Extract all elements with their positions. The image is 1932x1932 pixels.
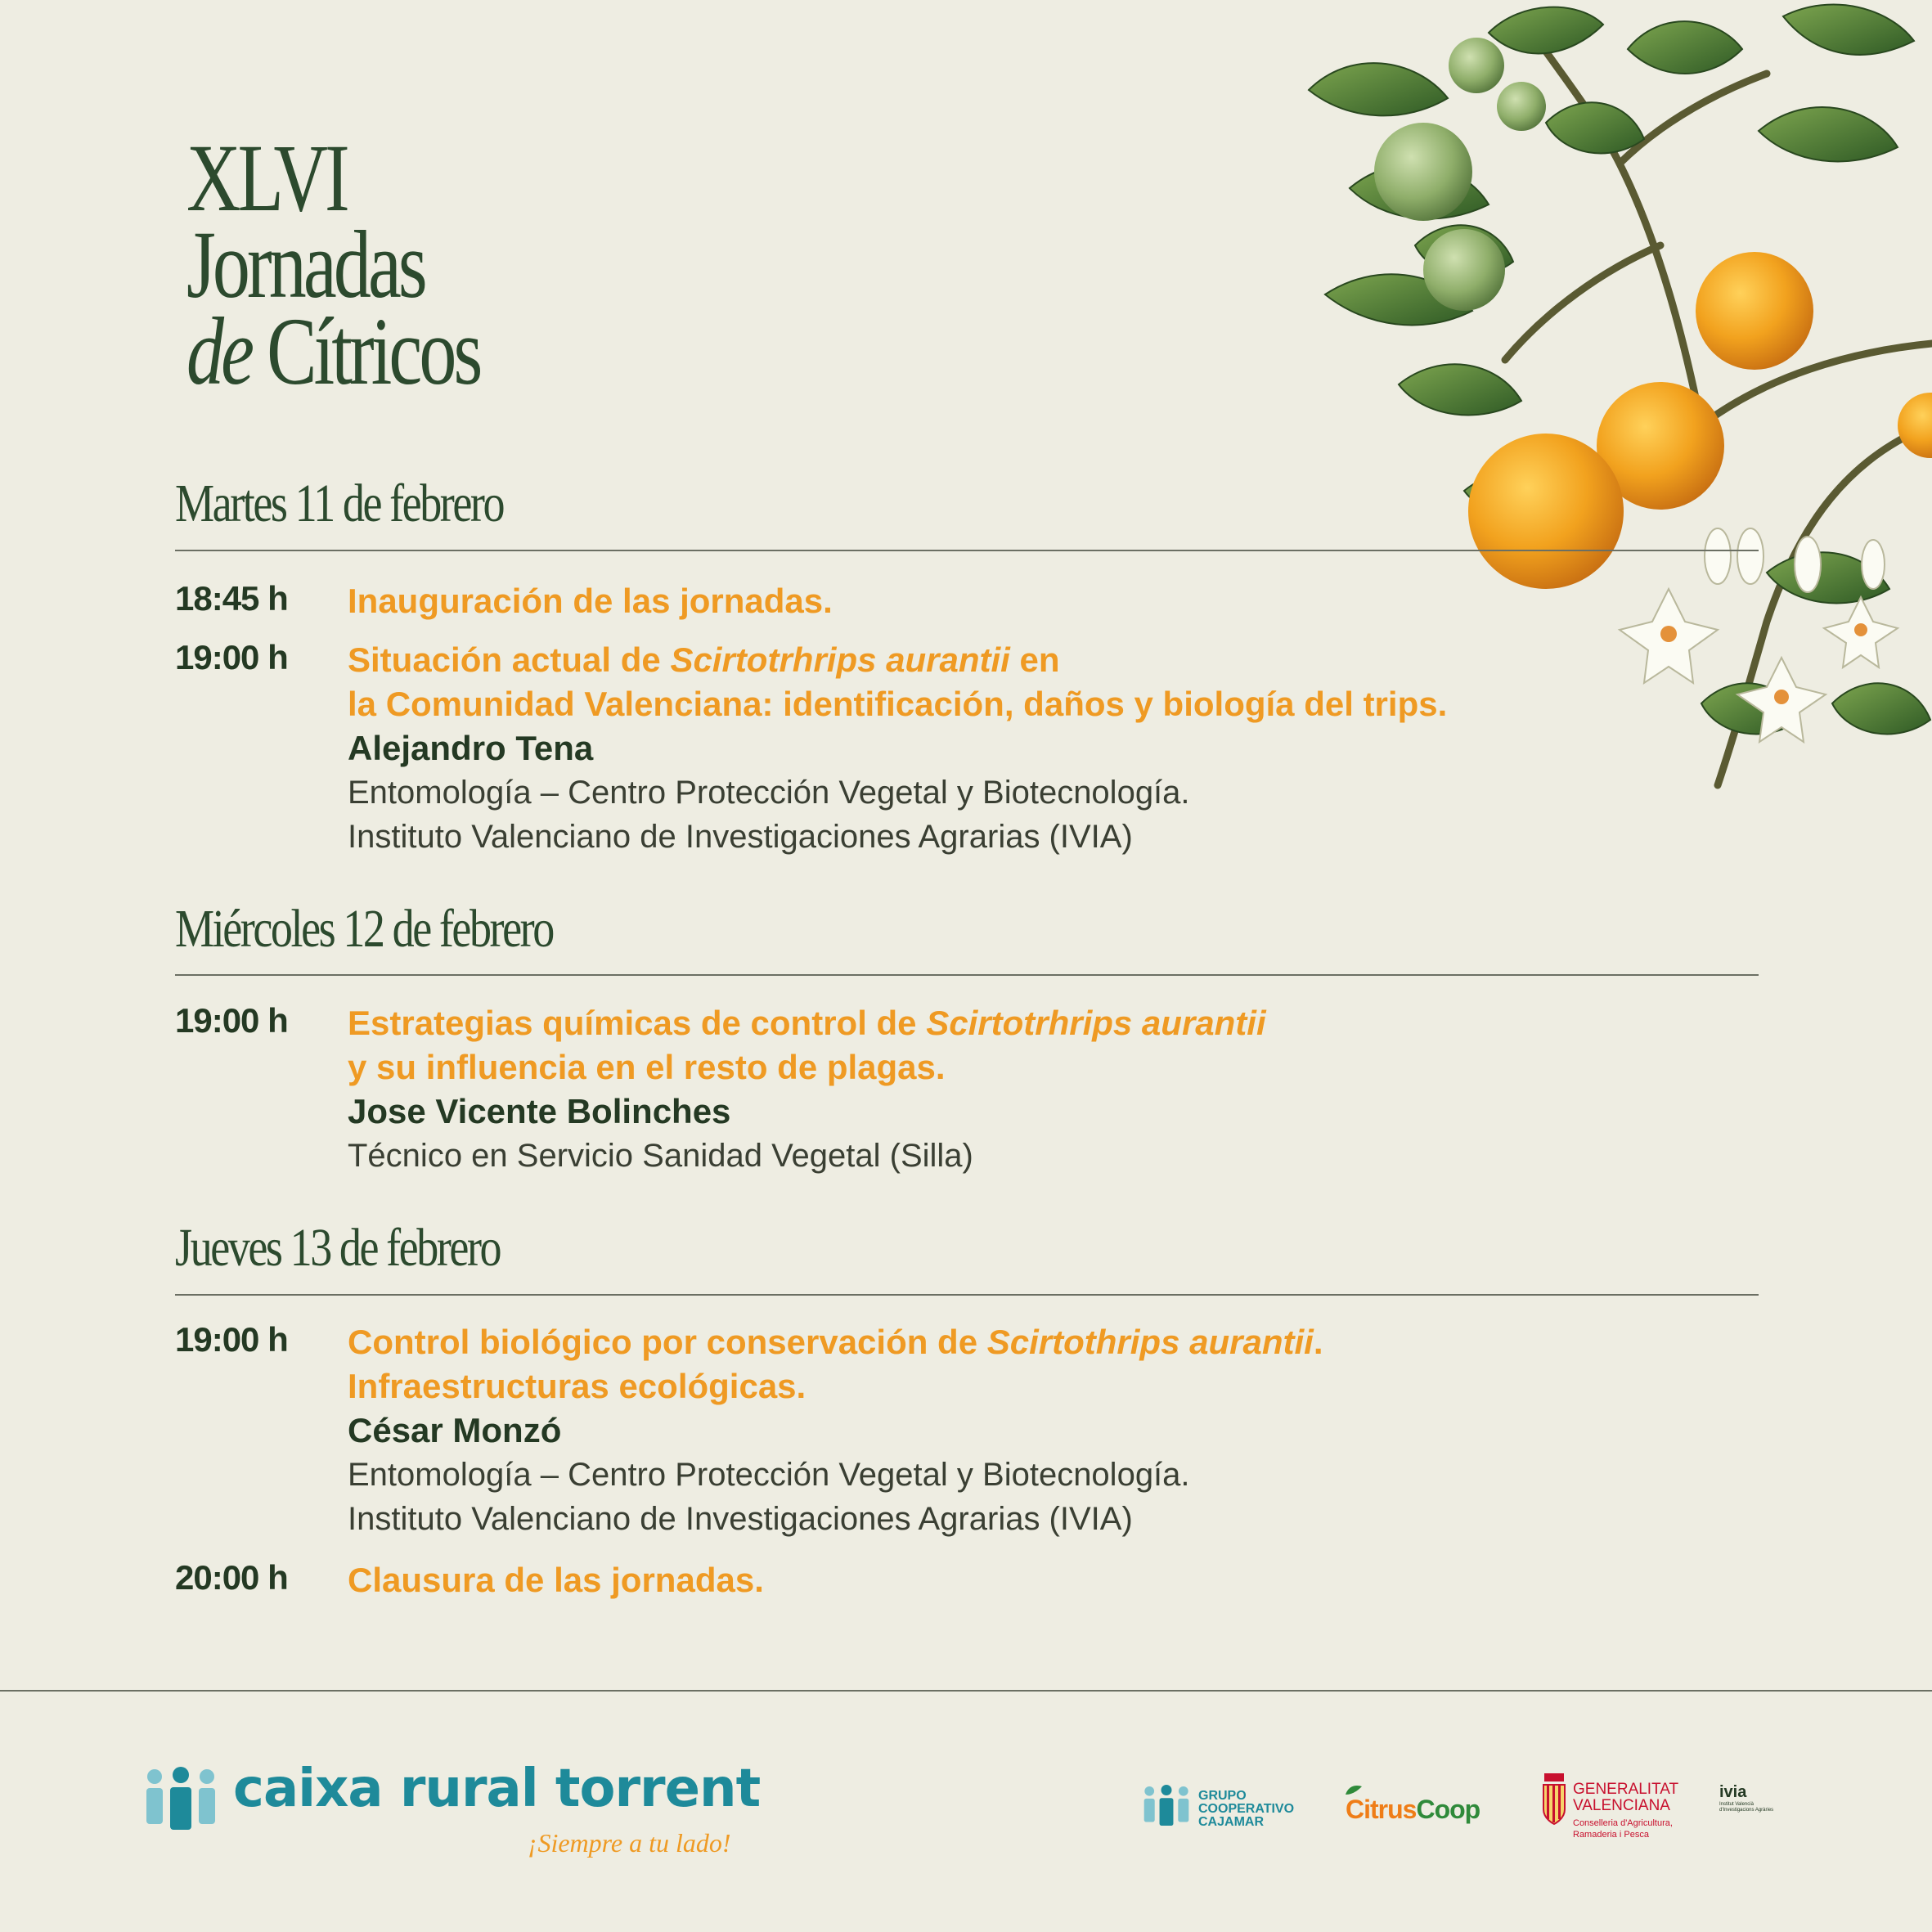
gv-line: Conselleria d'Agricultura, <box>1573 1818 1673 1828</box>
entry-title-line-1 <box>348 638 1809 682</box>
speaker-institution: Instituto Valenciano de Investigaciones Agrarias (IVIA) <box>348 1501 1133 1537</box>
title-text: Situación actual de <box>348 640 671 679</box>
entry-title-line-2: Infraestructuras ecológicas. <box>348 1367 806 1405</box>
day-heading-miercoles: Miércoles 12 de febrero <box>175 899 553 959</box>
cajamar-line: CAJAMAR <box>1198 1815 1264 1829</box>
title-italic-de: de <box>186 298 252 405</box>
species-name: Scirtotrhrips aurantii <box>670 640 1010 679</box>
speaker-affiliation: Entomología – Centro Protección Vegetal y Biotecnología. <box>348 775 1190 811</box>
generalitat-logo-text <box>1573 1781 1678 1840</box>
entry-time: 19:00 h <box>175 1001 288 1040</box>
day-divider <box>175 1294 1759 1296</box>
speaker-name: Jose Vicente Bolinches <box>348 1092 731 1130</box>
speaker-name: César Monzó <box>348 1411 562 1449</box>
ivia-logo <box>1719 1783 1773 1813</box>
cajamar-line: COOPERATIVO <box>1198 1802 1295 1816</box>
cajamar-logo-text <box>1198 1790 1294 1829</box>
title-text: Estrategias químicas de control de <box>348 1004 927 1042</box>
day-divider <box>175 974 1759 976</box>
generalitat-crest-icon <box>1542 1773 1566 1826</box>
gv-line: Ramaderia i Pesca <box>1573 1830 1649 1840</box>
footer-divider <box>0 1690 1932 1692</box>
day-heading-jueves: Jueves 13 de febrero <box>175 1218 501 1278</box>
entry-title: Clausura de las jornadas. <box>348 1561 764 1599</box>
title-line-3 <box>186 298 480 405</box>
title-text: en <box>1009 640 1060 679</box>
ivia-sub: d'Investigacions Agràries <box>1719 1808 1774 1813</box>
event-title <box>186 124 480 405</box>
brand-name: caixa rural torrent <box>233 1759 761 1819</box>
title-line-2: Jornadas <box>186 211 425 318</box>
species-name: Scirtotrhrips aurantii <box>926 1004 1266 1042</box>
entry-title-line-2: y su influencia en el resto de plagas. <box>348 1048 946 1086</box>
citruscoop-logo <box>1346 1795 1480 1825</box>
brand-slogan: ¡Siempre a tu lado! <box>528 1828 731 1858</box>
entry-title-line-1 <box>348 1001 1809 1045</box>
entry-time: 20:00 h <box>175 1558 288 1597</box>
leaf-icon <box>1346 1785 1362 1796</box>
speaker-affiliation: Técnico en Servicio Sanidad Vegetal (Silla) <box>348 1138 973 1174</box>
title-text: Control biológico por conservación de <box>348 1323 987 1361</box>
speaker-institution: Instituto Valenciano de Investigaciones Agrarias (IVIA) <box>348 819 1133 855</box>
entry-title-line-1 <box>348 1320 1809 1364</box>
title-text: . <box>1313 1323 1323 1361</box>
gv-line: GENERALITAT <box>1573 1781 1679 1798</box>
entry-time: 19:00 h <box>175 638 288 676</box>
cajamar-line: GRUPO <box>1198 1789 1247 1803</box>
caixa-rural-torrent-logo <box>143 1759 765 1865</box>
day-heading-martes: Martes 11 de febrero <box>175 474 504 533</box>
title-line-1: XLVI <box>186 124 347 231</box>
sponsor-logos <box>1141 1768 1795 1858</box>
citrus-text: Citrus <box>1346 1795 1417 1824</box>
entry-time: 18:45 h <box>175 579 288 618</box>
cajamar-people-icon <box>1141 1785 1192 1827</box>
ivia-text: ivia <box>1719 1783 1747 1801</box>
speaker-name: Alejandro Tena <box>348 729 594 767</box>
entry-title-line-2: la Comunidad Valenciana: identificación, daños y biología del trips. <box>348 685 1448 723</box>
day-divider <box>175 550 1759 551</box>
entry-title: Inauguración de las jornadas. <box>348 582 833 620</box>
people-icon <box>143 1767 218 1832</box>
coop-text: Coop <box>1416 1795 1480 1824</box>
title-citricos: Cítricos <box>267 298 480 405</box>
ivia-sub: Institut Valencià <box>1719 1802 1754 1807</box>
speaker-affiliation: Entomología – Centro Protección Vegetal y Biotecnología. <box>348 1457 1190 1493</box>
gv-line: VALENCIANA <box>1573 1797 1670 1814</box>
entry-time: 19:00 h <box>175 1320 288 1359</box>
species-name: Scirtothrips aurantii <box>986 1323 1314 1361</box>
